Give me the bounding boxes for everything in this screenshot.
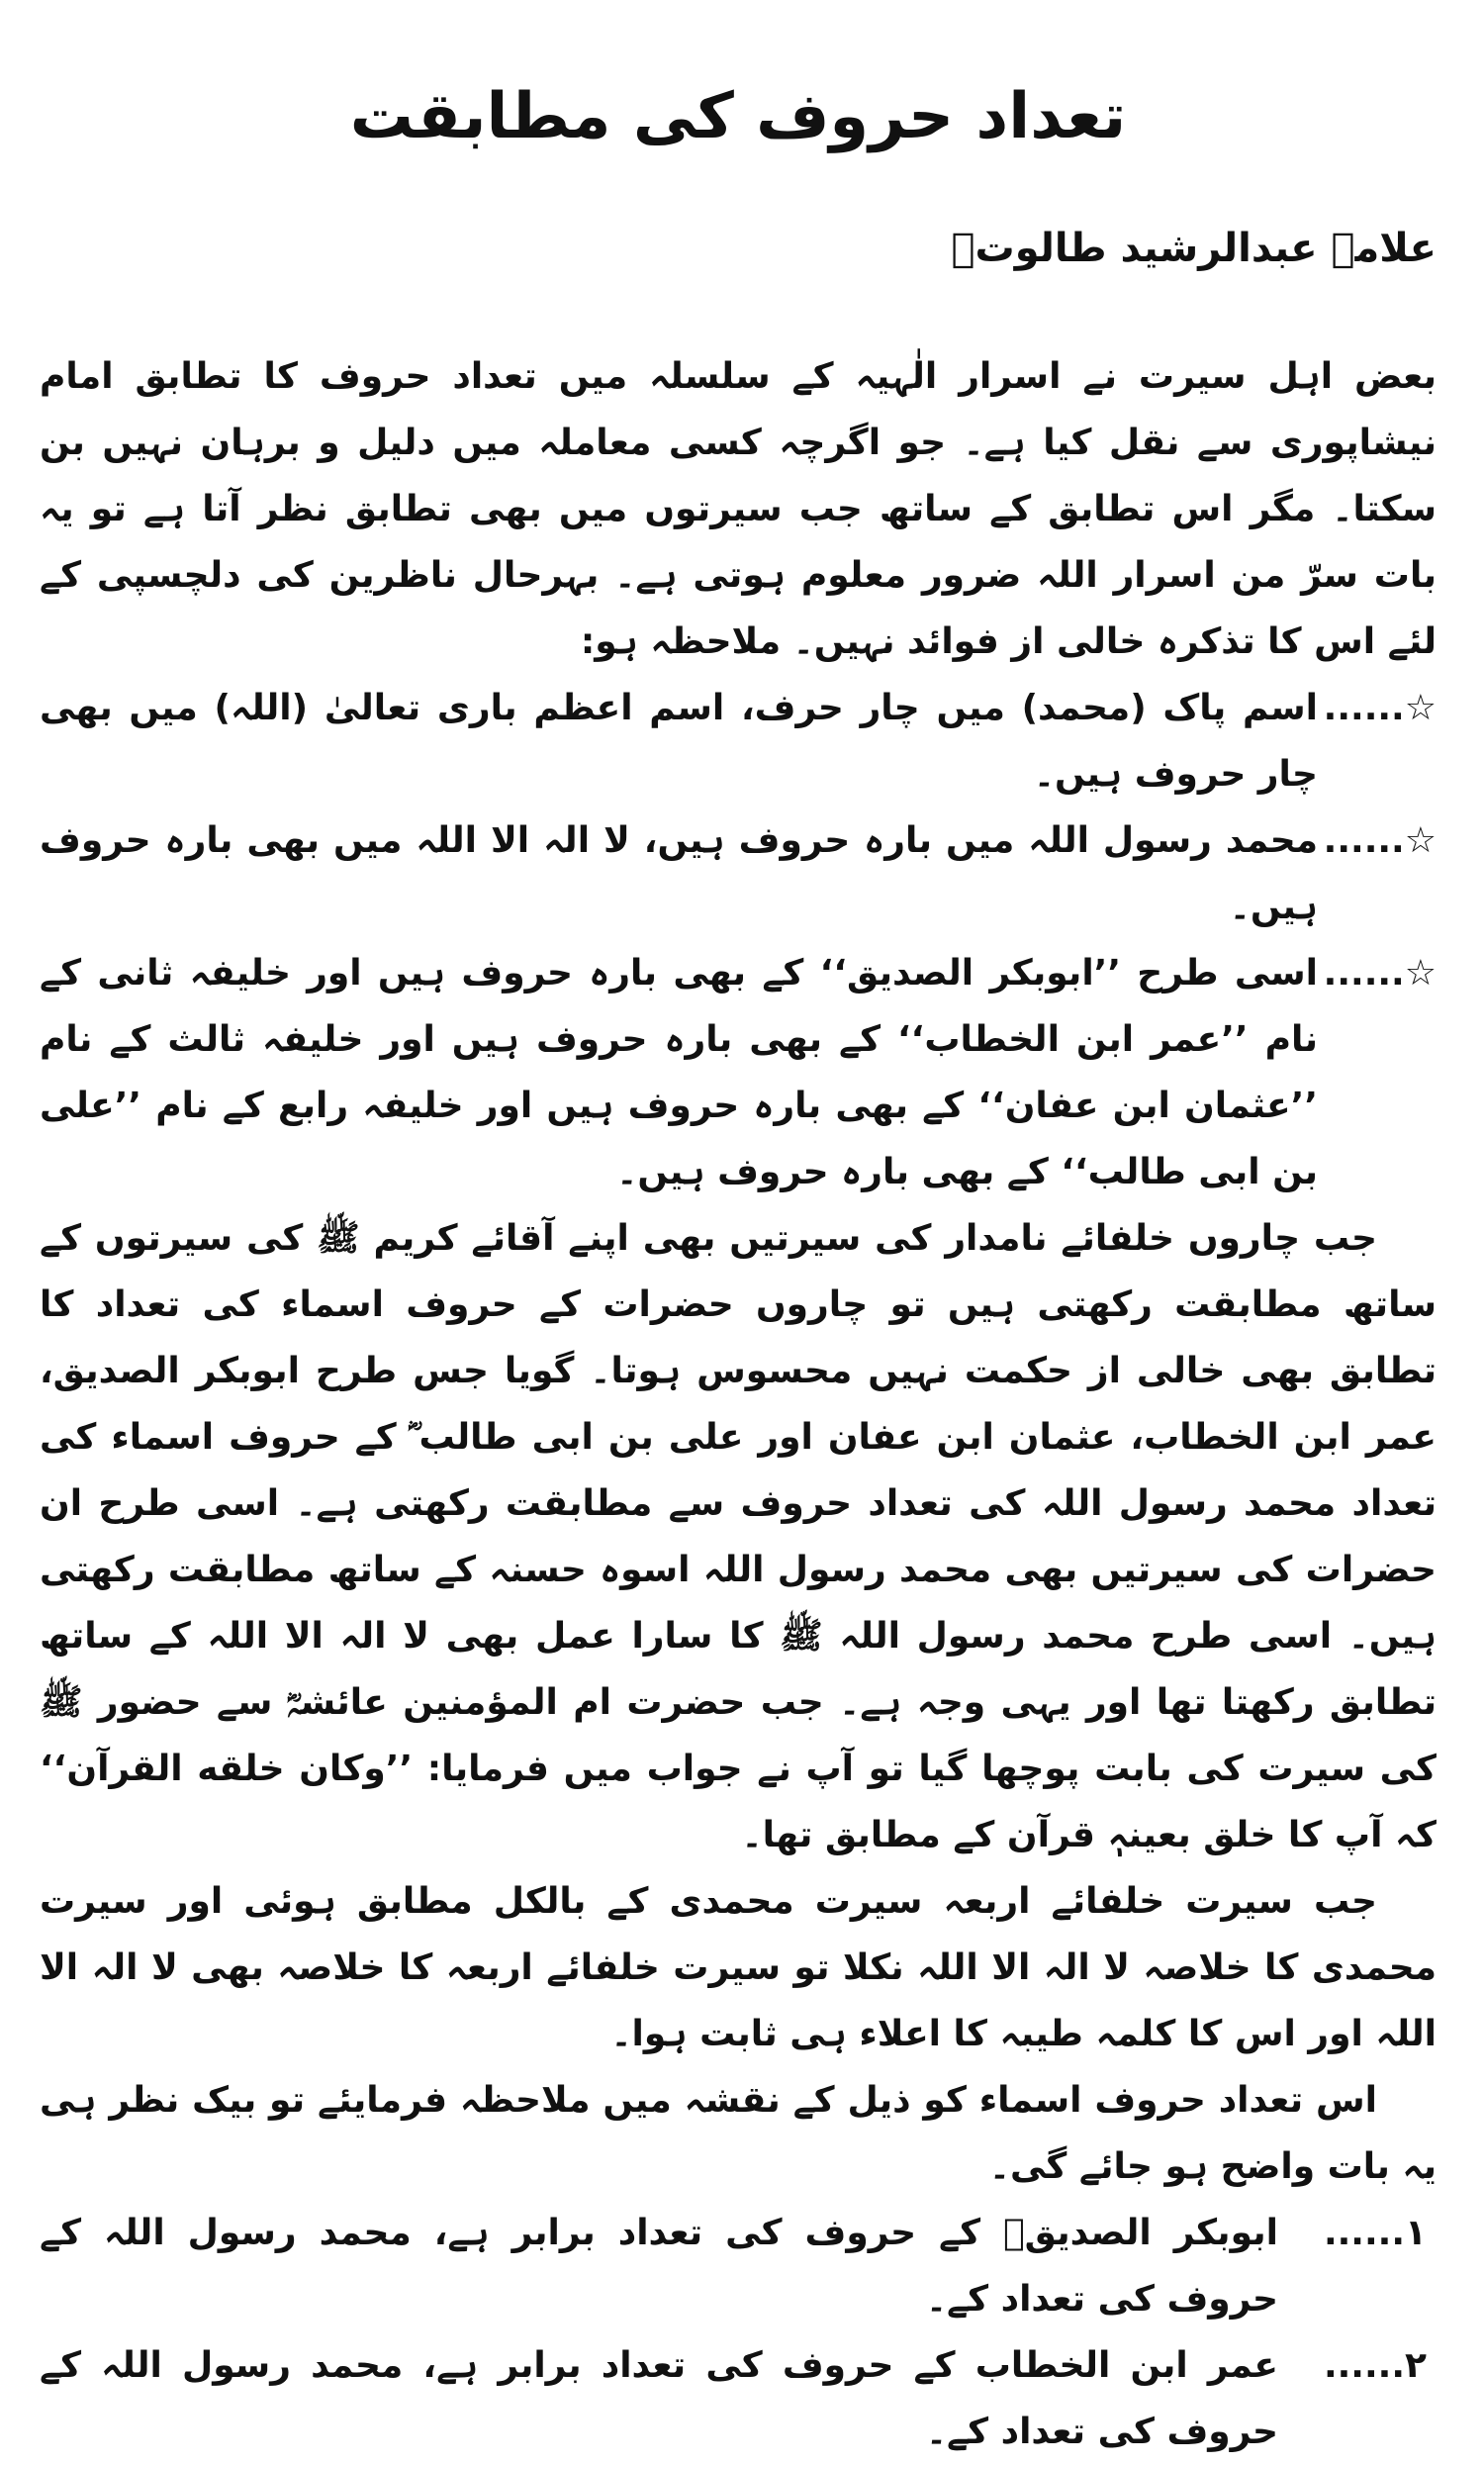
star-item-text: اسی طرح ’’ابوبکر الصدیق‘‘ کے بھی بارہ حروف ہیں اور خلیفہ ثانی کے نام ’’عمر ابن الخطاب‘‘ کے بھی بارہ حروف ہیں اور خلیفہ ثالث کے نام ’’عثمان ابن عفان‘‘ کے بھی بارہ حروف ہیں اور خلیفہ رابع کے نام ’’علی بن ابی طالب‘‘ کے بھی بارہ حروف ہیں۔ <box>40 952 1318 1192</box>
body-paragraph: جب چاروں خلفائے نامدار کی سیرتیں بھی اپنے آقائے کریم ﷺ کی سیرتوں کے ساتھ مطابقت رکھتی ہیں تو چاروں حضرات کے حروف اسماء کی تعداد کا تطابق بھی خالی از حکمت نہیں محسوس ہوتا۔ گویا جس طرح ابوبکر الصدیق، عمر ابن الخطاب، عثمان ابن عفان اور علی بن ابی طالب ؓ کے حروف اسماء کی تعداد محمد رسول اللہ کی تعداد حروف سے مطابقت رکھتی ہے۔ اسی طرح ان حضرات کی سیرتیں بھی محمد رسول اللہ اسوہ حسنہ کے ساتھ مطابقت رکھتی ہیں۔ اسی طرح محمد رسول اللہ ﷺ کا سارا عمل بھی لا الہ الا اللہ کے ساتھ تطابق رکھتا تھا اور یہی وجہ ہے۔ جب حضرت ام المؤمنین عائشہؓ سے حضور ﷺ کی سیرت کی بابت پوچھا گیا تو آپ نے جواب میں فرمایا: ’’وکان خلقه القرآن‘‘ کہ آپ کا خلق بعینہٖ قرآن کے مطابق تھا۔ <box>40 1217 1437 1855</box>
numbered-item <box>40 2332 1437 2465</box>
numbered-item-text: ابوبکر الصدیقؓ کے حروف کی تعداد برابر ہے، محمد رسول اللہ کے حروف کی تعداد کے۔ <box>40 2212 1278 2320</box>
item-number: ۱...... <box>1323 2212 1427 2253</box>
star-bullet-icon: ☆...... <box>1323 952 1437 994</box>
author-name: علامہ عبدالرشید طالوتؒ <box>951 225 1437 271</box>
star-bullet-icon: ☆...... <box>1323 819 1437 861</box>
body-paragraph: اس تعداد حروف اسماء کو ذیل کے نقشہ میں ملاحظہ فرمایئے تو بیک نظر ہی یہ بات واضح ہو جائے گی۔ <box>40 2079 1437 2187</box>
star-item <box>40 807 1437 940</box>
body-paragraph: جب سیرت خلفائے اربعہ سیرت محمدی کے بالکل مطابق ہوئی اور سیرت محمدی کا خلاصہ لا الہ الا اللہ نکلا تو سیرت خلفائے اربعہ کا خلاصہ بھی لا الہ الا اللہ اور اس کا کلمہ طیبہ کا اعلاء ہی ثابت ہوا۔ <box>40 1880 1437 2054</box>
numbered-item-text: عمر ابن الخطاب کے حروف کی تعداد برابر ہے، محمد رسول اللہ کے حروف کی تعداد کے۔ <box>40 2344 1278 2452</box>
star-item-text: محمد رسول اللہ میں بارہ حروف ہیں، لا الہ الا اللہ میں بھی بارہ حروف ہیں۔ <box>40 819 1318 927</box>
intro-paragraph: بعض اہل سیرت نے اسرار الٰہیہ کے سلسلہ میں تعداد حروف کا تطابق امام نیشاپوری سے نقل کیا ہے۔ جو اگرچہ کسی معاملہ میں دلیل و برہان نہیں بن سکتا۔ مگر اس تطابق کے ساتھ جب سیرتوں میں بھی تطابق نظر آتا ہے تو یہ بات سرّ من اسرار اللہ ضرور معلوم ہوتی ہے۔ بہرحال ناظرین کی دلچسپی کے لئے اس کا تذکرہ خالی از فوائد نہیں۔ ملاحظہ ہو: <box>40 355 1437 662</box>
page-title: تعداد حروف کی مطابقت <box>349 80 1127 153</box>
star-item <box>40 675 1437 807</box>
star-bullet-icon: ☆...... <box>1323 687 1437 728</box>
numbered-item <box>40 2200 1437 2332</box>
star-item <box>40 940 1437 1205</box>
star-item-text: اسم پاک (محمد) میں چار حرف، اسم اعظم باری تعالیٰ (اللہ) میں بھی چار حروف ہیں۔ <box>40 687 1318 795</box>
item-number: ۲...... <box>1323 2344 1427 2386</box>
